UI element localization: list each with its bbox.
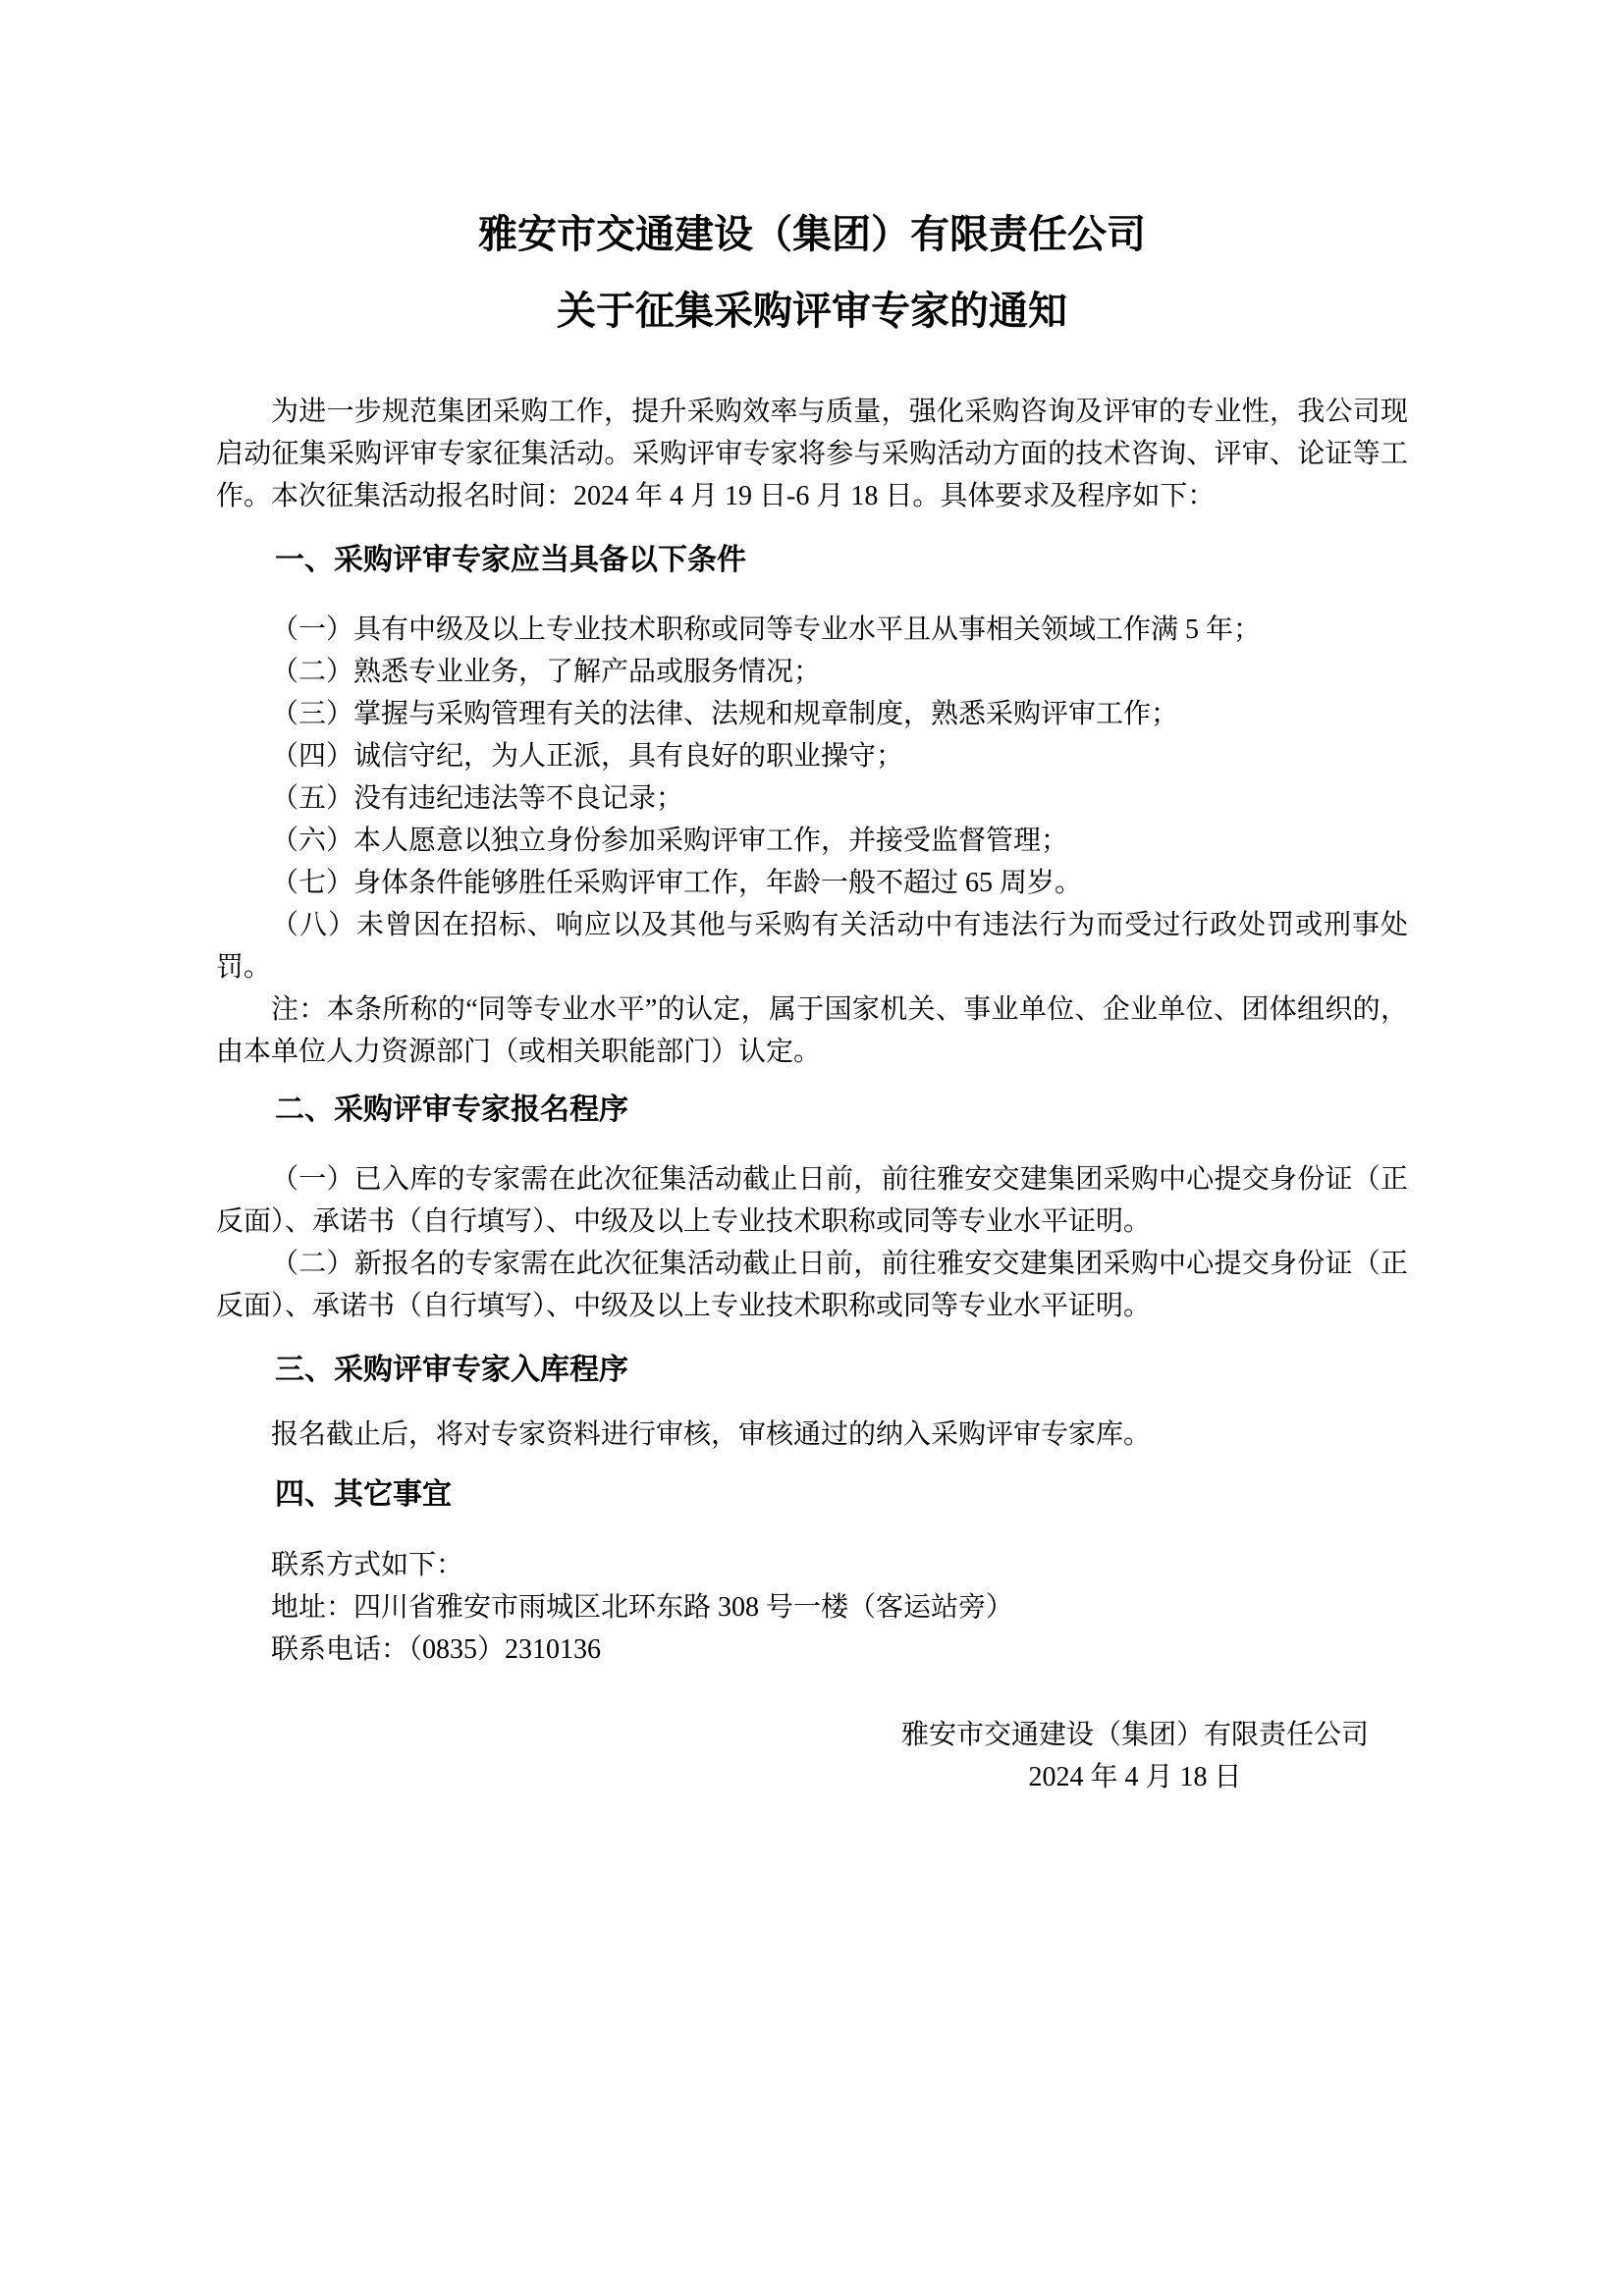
condition-item-5: （五）没有违纪违法等不良记录； <box>271 783 684 814</box>
section-2-heading: 二、采购评审专家报名程序 <box>275 1094 628 1126</box>
intro-paragraph: 为进一步规范集团采购工作，提升采购效率与质量，强化采购咨询及评审的专业性，我公司现启动征集采购评审专家征集活动。采购评审专家将参与采购活动方面的技术咨询、评审、论证等工作。本次征集活动报名时间：2024 年 4 月 19 日-6 月 18 日。具体要求及程序如下： <box>216 397 1408 511</box>
contact-address: 地址：四川省雅安市雨城区北环东路 308 号一楼（客运站旁） <box>271 1592 1014 1623</box>
condition-item-4: （四）诚信守纪，为人正派，具有良好的职业操守； <box>271 741 904 772</box>
registration-item-1: （一）已入库的专家需在此次征集活动截止日前，前往雅安交建集团采购中心提交身份证（正反面）、承诺书（自行填写）、中级及以上专业技术职称或同等专业水平证明。 <box>216 1164 1408 1237</box>
contact-phone: 联系电话：（0835）2310136 <box>271 1634 602 1665</box>
section-4-heading: 四、其它事宜 <box>275 1478 452 1511</box>
condition-item-6: （六）本人愿意以独立身份参加采购评审工作，并接受监督管理； <box>271 826 1069 856</box>
registration-item-2: （二）新报名的专家需在此次征集活动截止日前，前往雅安交建集团采购中心提交身份证（正反面）、承诺书（自行填写）、中级及以上专业技术职称或同等专业水平证明。 <box>216 1249 1408 1321</box>
signature-area <box>216 1714 1408 1798</box>
document-subtitle: 关于征集采购评审专家的通知 <box>557 290 1067 333</box>
section-3-heading: 三、采购评审专家入库程序 <box>275 1354 628 1386</box>
condition-item-3: （三）掌握与采购管理有关的法律、法规和规章制度，熟悉采购评审工作； <box>271 699 1179 729</box>
signature-block <box>901 1714 1369 1798</box>
condition-item-7: （七）身体条件能够胜任采购评审工作，年龄一般不超过 65 周岁。 <box>271 868 1083 898</box>
section-3-body: 报名截止后，将对专家资料进行审核，审核通过的纳入采购评审专家库。 <box>271 1419 1152 1450</box>
contact-intro: 联系方式如下： <box>271 1550 464 1580</box>
condition-item-8: （八）未曾因在招标、响应以及其他与采购有关活动中有违法行为而受过行政处罚或刑事处罚。 <box>216 910 1408 983</box>
document-title: 雅安市交通建设（集团）有限责任公司 <box>478 213 1146 256</box>
section-1-note: 注：本条所称的“同等专业水平”的认定，属于国家机关、事业单位、企业单位、团体组织的，由本单位人力资源部门（或相关职能部门）认定。 <box>216 994 1408 1067</box>
section-1-heading: 一、采购评审专家应当具备以下条件 <box>275 544 746 576</box>
condition-item-1: （一）具有中级及以上专业技术职称或同等专业水平且从事相关领域工作满 5 年； <box>271 614 1262 645</box>
signature-date: 2024 年 4 月 18 日 <box>1028 1762 1242 1792</box>
condition-item-2: （二）熟悉专业业务，了解产品或服务情况； <box>271 657 822 687</box>
signature-company: 雅安市交通建设（集团）有限责任公司 <box>900 1720 1369 1750</box>
